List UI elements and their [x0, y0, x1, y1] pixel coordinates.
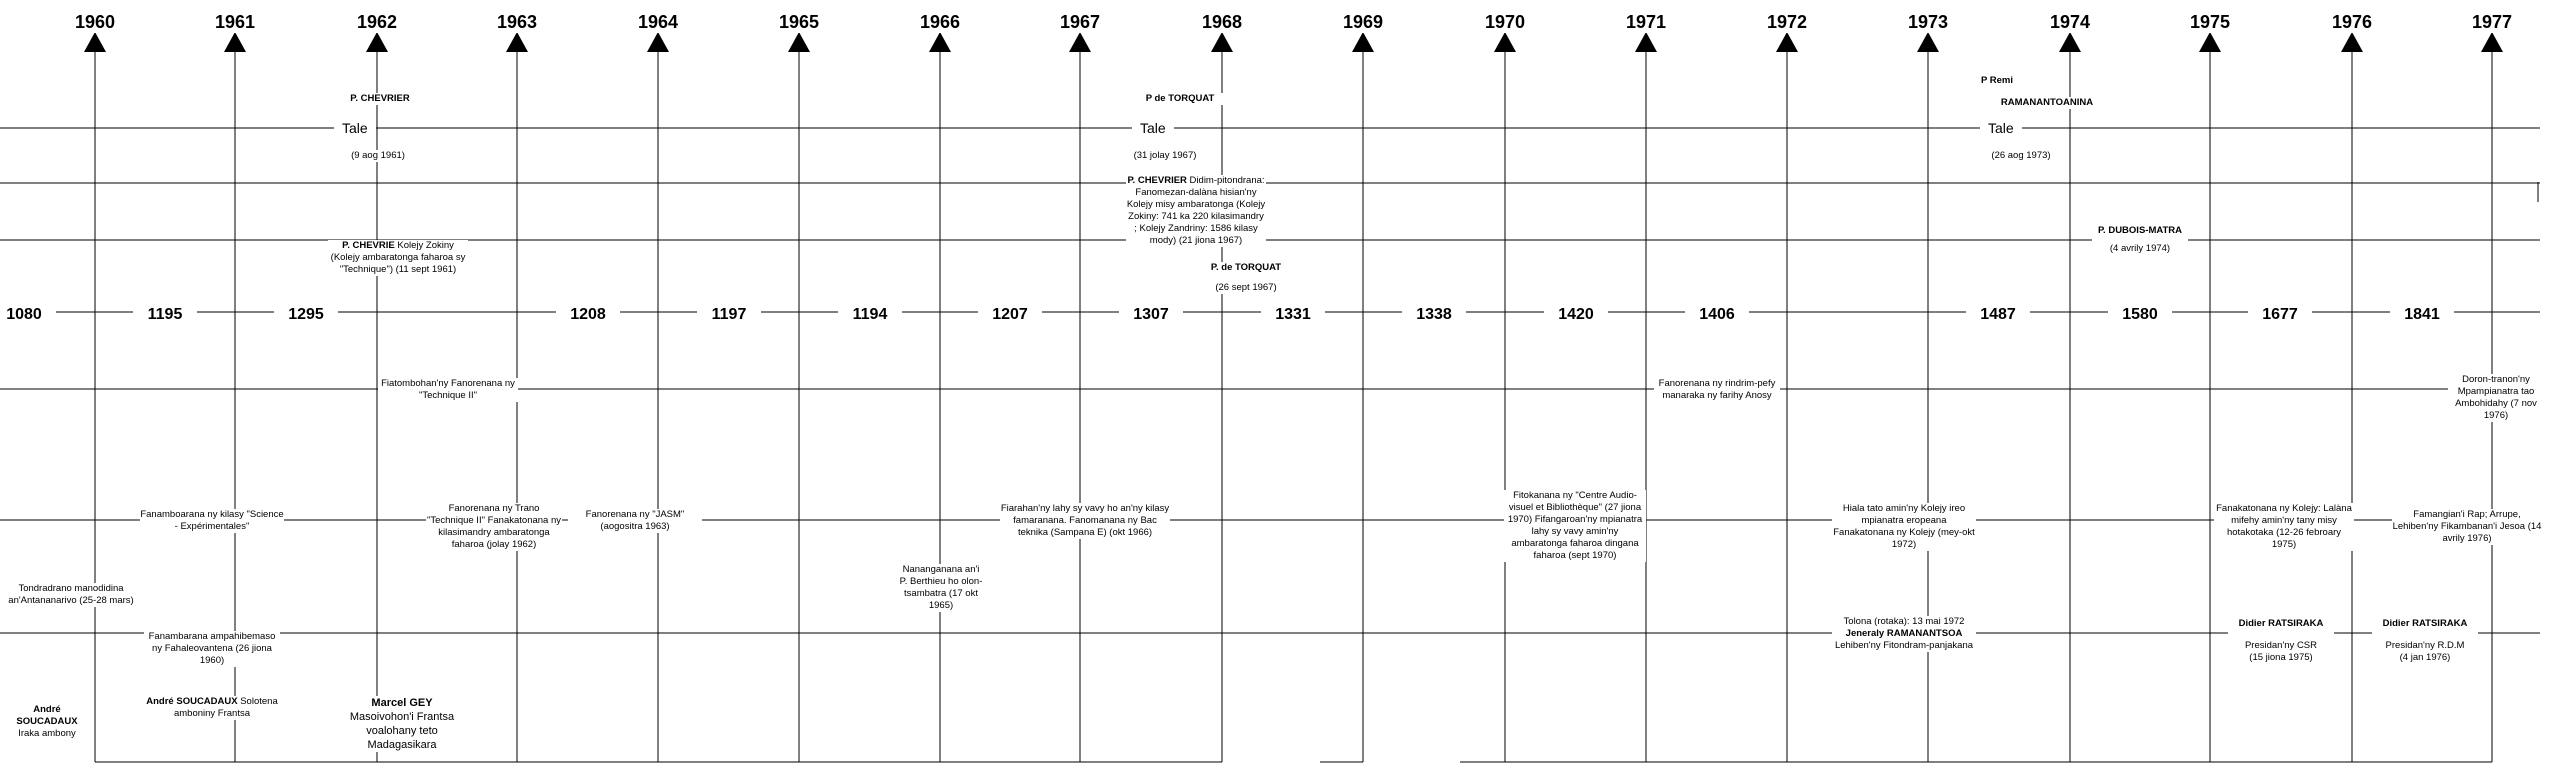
director-remi-name: P Remi [1975, 75, 2019, 87]
event-kolejy-zokiny: P. CHEVRIE Kolejy Zokiny (Kolejy ambaratonga faharoa sy "Technique") (11 sept 1961) [328, 240, 468, 276]
year-marker-1967 [1069, 32, 1091, 52]
year-marker-1976 [2341, 32, 2363, 52]
year-label-1975: 1975 [2175, 12, 2245, 33]
student-count-1080: 1080 [0, 304, 56, 326]
event-tolona-1972: Tolona (rotaka): 13 mai 1972 Jeneraly RAMANANTSOA Lehiben'ny Fitondram-panjakana [1832, 616, 1976, 652]
year-marker-1968 [1211, 32, 1233, 52]
year-marker-1973 [1917, 32, 1939, 52]
student-count-1195: 1195 [133, 304, 197, 326]
year-marker-1966 [929, 32, 951, 52]
event-soucadaux-iraka: André SOUCADAUX Iraka ambony [2, 704, 92, 740]
event-tondradrano: Tondradrano manodidina an'Antananarivo (25-28 mars) [6, 583, 136, 607]
event-science-experimentales: Fanamboarana ny kilasy "Science - Expérimentales" [140, 509, 284, 532]
event-trano-technique-ii: Fanorenana ny Trano "Technique II" Fanakatonana ny kilasimandry ambaratonga faharoa (jolay 1962) [426, 503, 562, 550]
year-label-1962: 1962 [342, 12, 412, 33]
year-marker-1970 [1494, 32, 1516, 52]
student-count-1331: 1331 [1261, 304, 1325, 326]
year-label-1969: 1969 [1328, 12, 1398, 33]
student-count-1338: 1338 [1402, 304, 1466, 326]
year-label-1970: 1970 [1470, 12, 1540, 33]
event-hiala-eropeana: Hiala tato amin'ny Kolejy ireo mpianatra eropeana Fanakatonana ny Kolejy (mey-okt 1972) [1833, 503, 1975, 550]
year-label-1973: 1973 [1893, 12, 1963, 33]
year-marker-1971 [1635, 32, 1657, 52]
event-fahaleovantena: Fanambarana ampahibemaso ny Fahaleovantena (26 jiona 1960) [144, 631, 280, 667]
event-didim-pitondrana: P. CHEVRIER Didim-pitondrana: Fanomezan-dalàna hisian'ny Kolejy misy ambaratonga (Kolejy Zokiny: 741 ka 220 kilasimandry ; Kolejy Zandriny: 1586 kilasy mody) (21 jiona 1967) [1126, 175, 1266, 246]
event-audio-visuel: Fitokanana ny "Centre Audio-visuel et Bibliothèque" (27 jiona 1970) Fifangaroan'ny mpianatra lahy sy vavy amin'ny ambaratonga faharoa dingana faharoa (sept 1970) [1504, 490, 1646, 562]
director-torquat-date: (31 jolay 1967) [1121, 150, 1209, 162]
student-count-1197: 1197 [697, 304, 761, 326]
director-torquat-tale: Tale [1132, 119, 1174, 137]
year-label-1967: 1967 [1045, 12, 1115, 33]
year-label-1974: 1974 [2035, 12, 2105, 33]
event-rap-arrupe: Famangian'i Rap; Arrupe, Lehiben'ny Fikambanan'i Jesoa (14 avrily 1976) [2392, 509, 2542, 544]
event-dubois-matra: P. DUBOIS-MATRA (4 avrily 1974) [2092, 225, 2188, 255]
event-soucadaux-solotena: André SOUCADAUX Solotena amboniny Frantsa [142, 696, 282, 720]
year-marker-1977 [2481, 32, 2503, 52]
event-jasm: Fanorenana ny "JASM" (aogositra 1963) [568, 509, 702, 533]
student-count-1420: 1420 [1544, 304, 1608, 326]
year-marker-1975 [2199, 32, 2221, 52]
director-remi-surname: RAMANANTOANINA [2000, 97, 2094, 108]
director-remi-date: (26 aog 1973) [1986, 150, 2056, 162]
student-count-1295: 1295 [274, 304, 338, 326]
year-marker-1964 [647, 32, 669, 52]
year-label-1964: 1964 [623, 12, 693, 33]
event-fiarahan: Fiarahan'ny lahy sy vavy ho an'ny kilasy famaranana. Fanomanana ny Bac teknika (Sampana E) (okt 1966) [1000, 503, 1170, 538]
year-label-1972: 1972 [1752, 12, 1822, 33]
year-label-1968: 1968 [1187, 12, 1257, 33]
event-rindrim-pefy: Fanorenana ny rindrim-pefy manaraka ny farihy Anosy [1654, 378, 1780, 402]
event-lalana: Fanakatonana ny Kolejy: Lalàna mifehy amin'ny tany misy hotakotaka (12-26 febroary 1975) [2214, 503, 2354, 551]
year-marker-1965 [788, 32, 810, 52]
student-count-1580: 1580 [2108, 304, 2172, 326]
year-label-1966: 1966 [905, 12, 975, 33]
student-count-1487: 1487 [1966, 304, 2030, 326]
year-marker-1962 [366, 32, 388, 52]
student-count-1841: 1841 [2390, 304, 2454, 326]
year-label-1961: 1961 [200, 12, 270, 33]
event-ratsiraka-csr: Didier RATSIRAKA Presidan'ny CSR (15 jiona 1975) [2228, 618, 2334, 664]
year-label-1976: 1976 [2317, 12, 2387, 33]
year-marker-1961 [224, 32, 246, 52]
year-marker-1972 [1776, 32, 1798, 52]
event-torquat-1967: P. de TORQUAT (26 sept 1967) [1208, 262, 1284, 294]
student-count-1207: 1207 [978, 304, 1042, 326]
year-marker-1960 [84, 32, 106, 52]
director-chevrier-name: P. CHEVRIER [345, 93, 415, 105]
director-chevrier-date: (9 aog 1961) [338, 150, 418, 162]
student-count-1208: 1208 [556, 304, 620, 326]
director-remi-tale: Tale [1980, 119, 2022, 137]
year-label-1963: 1963 [482, 12, 552, 33]
director-torquat-name: P de TORQUAT [1135, 93, 1225, 105]
year-label-1965: 1965 [764, 12, 834, 33]
student-count-1194: 1194 [838, 304, 902, 326]
year-label-1960: 1960 [60, 12, 130, 33]
year-marker-1974 [2059, 32, 2081, 52]
year-marker-1963 [506, 32, 528, 52]
director-chevrier-tale: Tale [334, 119, 376, 137]
event-ratsiraka-rdm: Didier RATSIRAKA Presidan'ny R.D.M (4 jan 1976) [2372, 618, 2478, 664]
student-count-1677: 1677 [2248, 304, 2312, 326]
year-label-1977: 1977 [2457, 12, 2527, 33]
student-count-1406: 1406 [1685, 304, 1749, 326]
event-nananganana: Nananganana an'i P. Berthieu ho olon-tsambatra (17 okt 1965) [899, 564, 983, 611]
event-doron-trano: Doron-tranon'ny Mpampianatra tao Ambohidahy (7 nov 1976) [2448, 374, 2544, 422]
student-count-1307: 1307 [1119, 304, 1183, 326]
year-label-1971: 1971 [1611, 12, 1681, 33]
event-technique-ii-start: Fiatombohan'ny Fanorenana ny "Technique II" [378, 378, 518, 402]
event-marcel-gey: Marcel GEY Masoivohon'i Frantsa voalohany teto Madagasikara [338, 696, 466, 752]
year-marker-1969 [1352, 32, 1374, 52]
